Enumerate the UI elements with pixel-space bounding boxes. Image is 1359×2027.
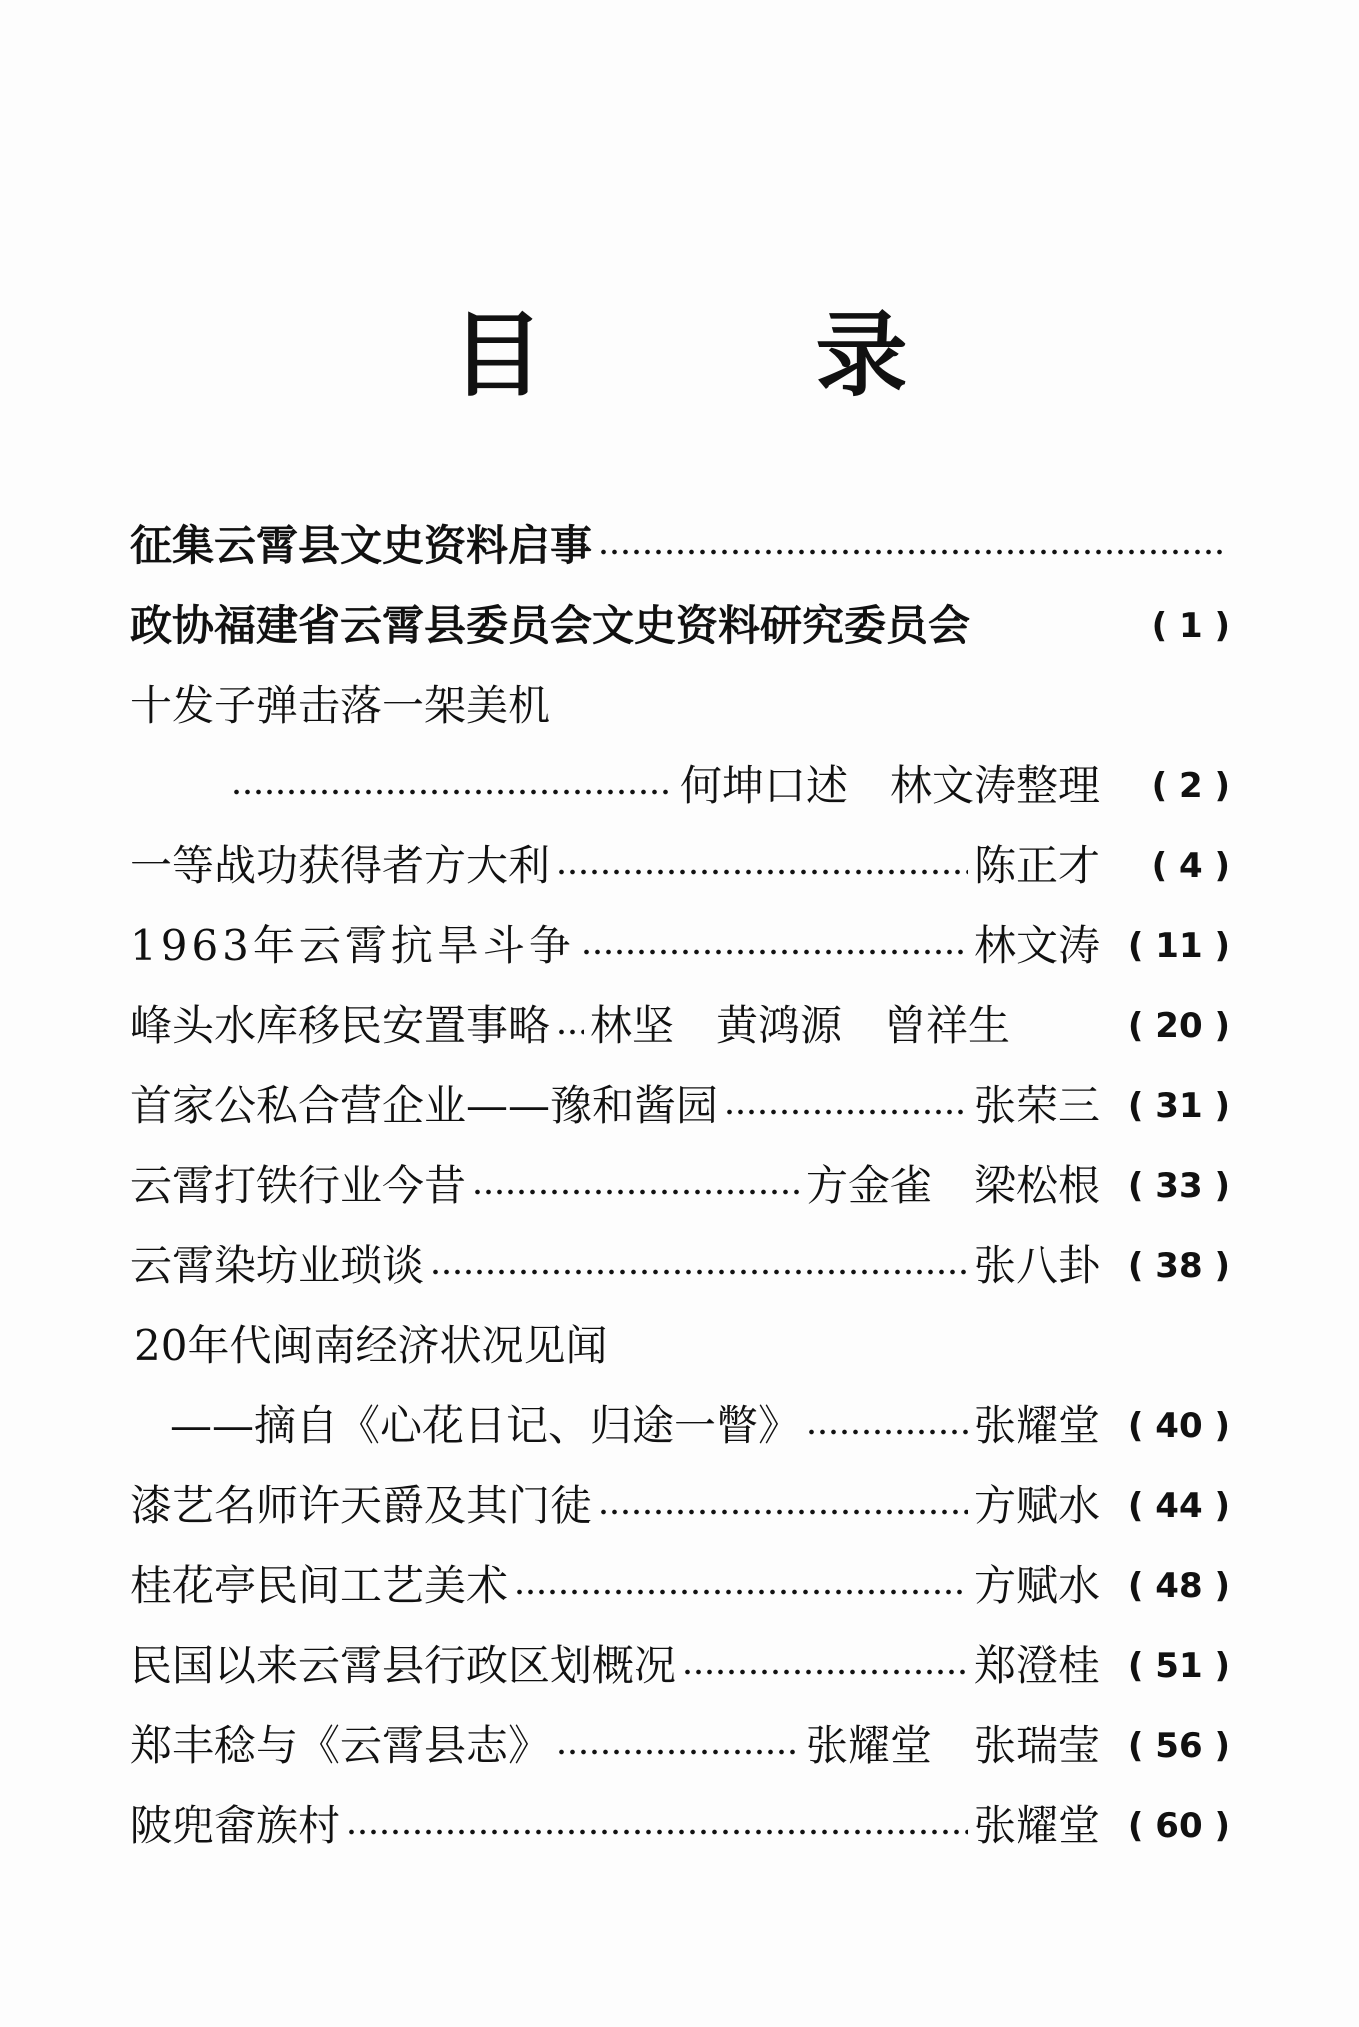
entry-title: 桂花亭民间工艺美术: [130, 1561, 509, 1610]
entry-author: 方赋水: [973, 1561, 1100, 1610]
entry-title: 政协福建省云霄县委员会文史资料研究委员会: [130, 601, 971, 650]
entry-author: 林文涛: [973, 921, 1100, 970]
entry-author: 张耀堂: [973, 1401, 1100, 1450]
toc-entry[interactable]: [130, 1466, 1230, 1546]
leader-dots: [724, 1108, 968, 1116]
leader-dots: [682, 1668, 968, 1676]
leader-dots: [514, 1588, 968, 1596]
entry-title: 征集云霄县文史资料启事: [130, 521, 593, 570]
entry-title: 1963年云霄抗旱斗争: [130, 921, 575, 970]
entry-page-number: ( 20 ): [1127, 1006, 1230, 1046]
entry-title: 陂兜畲族村: [130, 1801, 341, 1850]
entry-page-number: ( 56 ): [1127, 1726, 1230, 1766]
entry-page-number: ( 44 ): [1127, 1486, 1230, 1526]
entry-title: 云霄染坊业琐谈: [130, 1241, 425, 1290]
toc-entry-continuation[interactable]: [130, 1386, 1230, 1466]
entry-title: 郑丰稔与《云霄县志》: [130, 1721, 551, 1770]
page-title: 目 录: [451, 302, 1028, 409]
entry-author: 张八卦: [973, 1241, 1100, 1290]
entry-author: 张耀堂 张瑞莹: [805, 1721, 1100, 1770]
entry-page-number: ( 48 ): [1127, 1566, 1230, 1606]
entry-title: 一等战功获得者方大利: [130, 841, 551, 890]
leader-dots: [346, 1828, 968, 1836]
entry-title: 漆艺名师许天爵及其门徒: [130, 1481, 593, 1530]
toc-entry[interactable]: [130, 1786, 1230, 1866]
table-of-contents: [130, 506, 1230, 1866]
entry-author: 郑澄桂: [973, 1641, 1100, 1690]
toc-entry[interactable]: [130, 1226, 1230, 1306]
entry-author: 张耀堂: [973, 1801, 1100, 1850]
leader-dots: [472, 1188, 800, 1196]
entry-page-number: ( 38 ): [1127, 1246, 1230, 1286]
leader-dots: [556, 1028, 584, 1036]
entry-title: 云霄打铁行业今昔: [130, 1161, 467, 1210]
leader-dots: [556, 1748, 800, 1756]
toc-entry-continuation[interactable]: [130, 746, 1230, 826]
entry-author: 陈正才: [973, 841, 1100, 890]
toc-entry[interactable]: [130, 1066, 1230, 1146]
leader-dots: [231, 788, 674, 796]
entry-page-number: ( 60 ): [1127, 1806, 1230, 1846]
toc-entry[interactable]: [130, 906, 1230, 986]
leader-dots: [806, 1428, 968, 1436]
toc-entry[interactable]: [130, 666, 1230, 746]
toc-entry[interactable]: [130, 506, 1230, 586]
toc-entry[interactable]: [130, 1626, 1230, 1706]
toc-entry[interactable]: [130, 1706, 1230, 1786]
entry-title: 20年代闽南经济状况见闻: [134, 1321, 608, 1370]
toc-entry[interactable]: [130, 826, 1230, 906]
leader-dots: [598, 1508, 968, 1516]
toc-entry[interactable]: [130, 1146, 1230, 1226]
entry-page-number: ( 33 ): [1127, 1166, 1230, 1206]
entry-title: 民国以来云霄县行政区划概况: [130, 1641, 677, 1690]
entry-author: 方金雀 梁松根: [805, 1161, 1100, 1210]
entry-author: 方赋水: [973, 1481, 1100, 1530]
entry-author: 何坤口述 林文涛整理: [679, 761, 1100, 810]
entry-page-number: ( 31 ): [1127, 1086, 1230, 1126]
toc-entry[interactable]: [130, 986, 1230, 1066]
toc-entry[interactable]: [130, 1306, 1230, 1386]
leader-dots: [430, 1268, 968, 1276]
toc-entry[interactable]: [130, 586, 1230, 666]
entry-page-number: ( 2 ): [1151, 766, 1230, 806]
leader-dots: [556, 868, 968, 876]
entry-page-number: ( 4 ): [1151, 846, 1230, 886]
leader-dots: [581, 948, 968, 956]
entry-page-number: ( 11 ): [1127, 926, 1230, 966]
entry-page-number: ( 1 ): [1151, 606, 1230, 646]
entry-page-number: ( 51 ): [1127, 1646, 1230, 1686]
entry-subtitle: ——摘自《心花日记、归途一瞥》: [170, 1401, 801, 1450]
toc-entry[interactable]: [130, 1546, 1230, 1626]
entry-title: 首家公私合营企业——豫和酱园: [130, 1081, 719, 1130]
entry-author: 张荣三: [973, 1081, 1100, 1130]
leader-dots: [598, 548, 1224, 556]
entry-title: 峰头水库移民安置事略: [130, 1001, 551, 1050]
entry-author: 林坚 黄鸿源 曾祥生: [590, 1001, 1011, 1050]
entry-title: 十发子弹击落一架美机: [130, 681, 551, 730]
entry-page-number: ( 40 ): [1127, 1406, 1230, 1446]
